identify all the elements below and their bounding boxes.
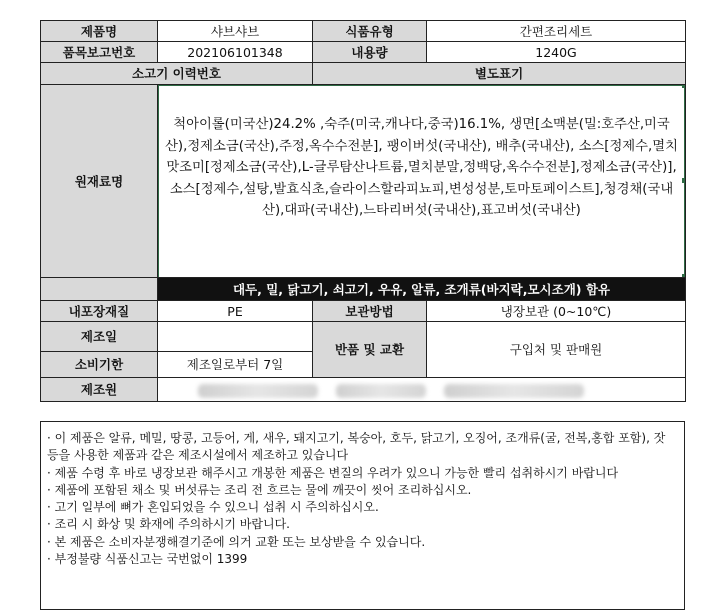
notice-bone-fragments: · 고기 일부에 뼈가 혼입되었을 수 있으니 섭취 시 주의하십시오. bbox=[47, 500, 379, 515]
manufacturer-label: 제조원 bbox=[41, 378, 158, 402]
expiry-label: 소비기한 bbox=[41, 352, 158, 378]
storage-label: 보관방법 bbox=[313, 301, 427, 322]
expiry-value: 제조일로부터 7일 bbox=[158, 352, 313, 378]
notice-wash-vegetables: · 제품에 포함된 채소 및 버섯류는 조리 전 흐르는 물에 깨끗이 씻어 조리하십시오. bbox=[47, 482, 472, 497]
allergen-warning: 대두, 밀, 닭고기, 쇠고기, 우유, 알류, 조개류(바지락,모시조개) 함유 bbox=[158, 278, 686, 301]
notice-report-hotline: · 부정불량 식품신고는 국번없이 1399 bbox=[47, 552, 248, 567]
report-no-label: 품목보고번호 bbox=[41, 42, 158, 63]
storage-value: 냉장보관 (0~10℃) bbox=[427, 301, 686, 322]
product-name-label: 제품명 bbox=[41, 21, 158, 42]
redacted-address bbox=[336, 384, 426, 398]
beef-trace-value: 별도표기 bbox=[313, 63, 686, 85]
content-label: 내용량 bbox=[313, 42, 427, 63]
report-no-value: 202106101348 bbox=[158, 42, 313, 63]
mfg-date-label: 제조일 bbox=[41, 322, 158, 352]
manufacturer-value bbox=[158, 378, 686, 402]
packaging-value: PE bbox=[158, 301, 313, 322]
notice-consumer-dispute: · 본 제품은 소비자분쟁해결기준에 의거 교환 또는 보상받을 수 있습니다. bbox=[47, 534, 426, 549]
beef-trace-label: 소고기 이력번호 bbox=[41, 63, 313, 85]
exchange-value: 구입처 및 판매원 bbox=[427, 322, 686, 378]
food-type-value: 간편조리세트 bbox=[427, 21, 686, 42]
resize-handle-bottom-right[interactable] bbox=[682, 274, 686, 278]
redacted-address-detail bbox=[444, 384, 584, 398]
redacted-manufacturer bbox=[198, 384, 318, 398]
exchange-label: 반품 및 교환 bbox=[313, 322, 427, 378]
product-name-value: 샤브샤브 bbox=[158, 21, 313, 42]
content-value: 1240G bbox=[427, 42, 686, 63]
packaging-label: 내포장재질 bbox=[41, 301, 158, 322]
notice-allergen-facility: · 이 제품은 알류, 메밀, 땅콩, 고등어, 게, 새우, 돼지고기, 복숭아, 호두, 닭고기, 오징어, 조개류(굴, 전복,홍합 포함), 잣 등을 사용한 제품과 같은 제조시설에서 제조하고 있습니다 bbox=[47, 431, 666, 463]
ingredients-label: 원재료명 bbox=[41, 85, 158, 278]
resize-handle-top-right[interactable] bbox=[682, 85, 686, 89]
caution-notice-box bbox=[40, 421, 685, 610]
food-type-label: 식품유형 bbox=[313, 21, 427, 42]
allergens-spacer bbox=[41, 278, 158, 301]
notice-refrigerate: · 제품 수령 후 바로 냉장보관 해주시고 개봉한 제품은 변질의 우려가 있으니 가능한 빨리 섭취하시기 바랍니다 bbox=[47, 465, 619, 480]
product-label bbox=[40, 20, 685, 402]
resize-handle-middle-right[interactable] bbox=[682, 178, 686, 183]
ingredients-text: 척아이롤(미국산)24.2% ,숙주(미국,캐나다,중국)16.1%, 생면[소맥분(밀:호주산,미국산),정제소금(국산),주정,옥수수전분], 팽이버섯(국내산), 배추(국내산), 소스[정제수,멸치맛조미[정제소금(국산),L-글루탐산나트륨,멸치분말,정백당,옥수수전분],정제소금(국산)],소스[정제수,설탕,발효식초,슬라이스할라피뇨피,변성성분,토마토페이스트],청경채(국내산),대파(국내산),느타리버섯(국내산),표고버섯(국내산) bbox=[158, 85, 685, 278]
ingredients-cell bbox=[158, 85, 686, 278]
notice-burn-fire: · 조리 시 화상 및 화재에 주의하시기 바랍니다. bbox=[47, 517, 290, 532]
product-info-table bbox=[40, 20, 686, 402]
mfg-date-value bbox=[158, 322, 313, 352]
